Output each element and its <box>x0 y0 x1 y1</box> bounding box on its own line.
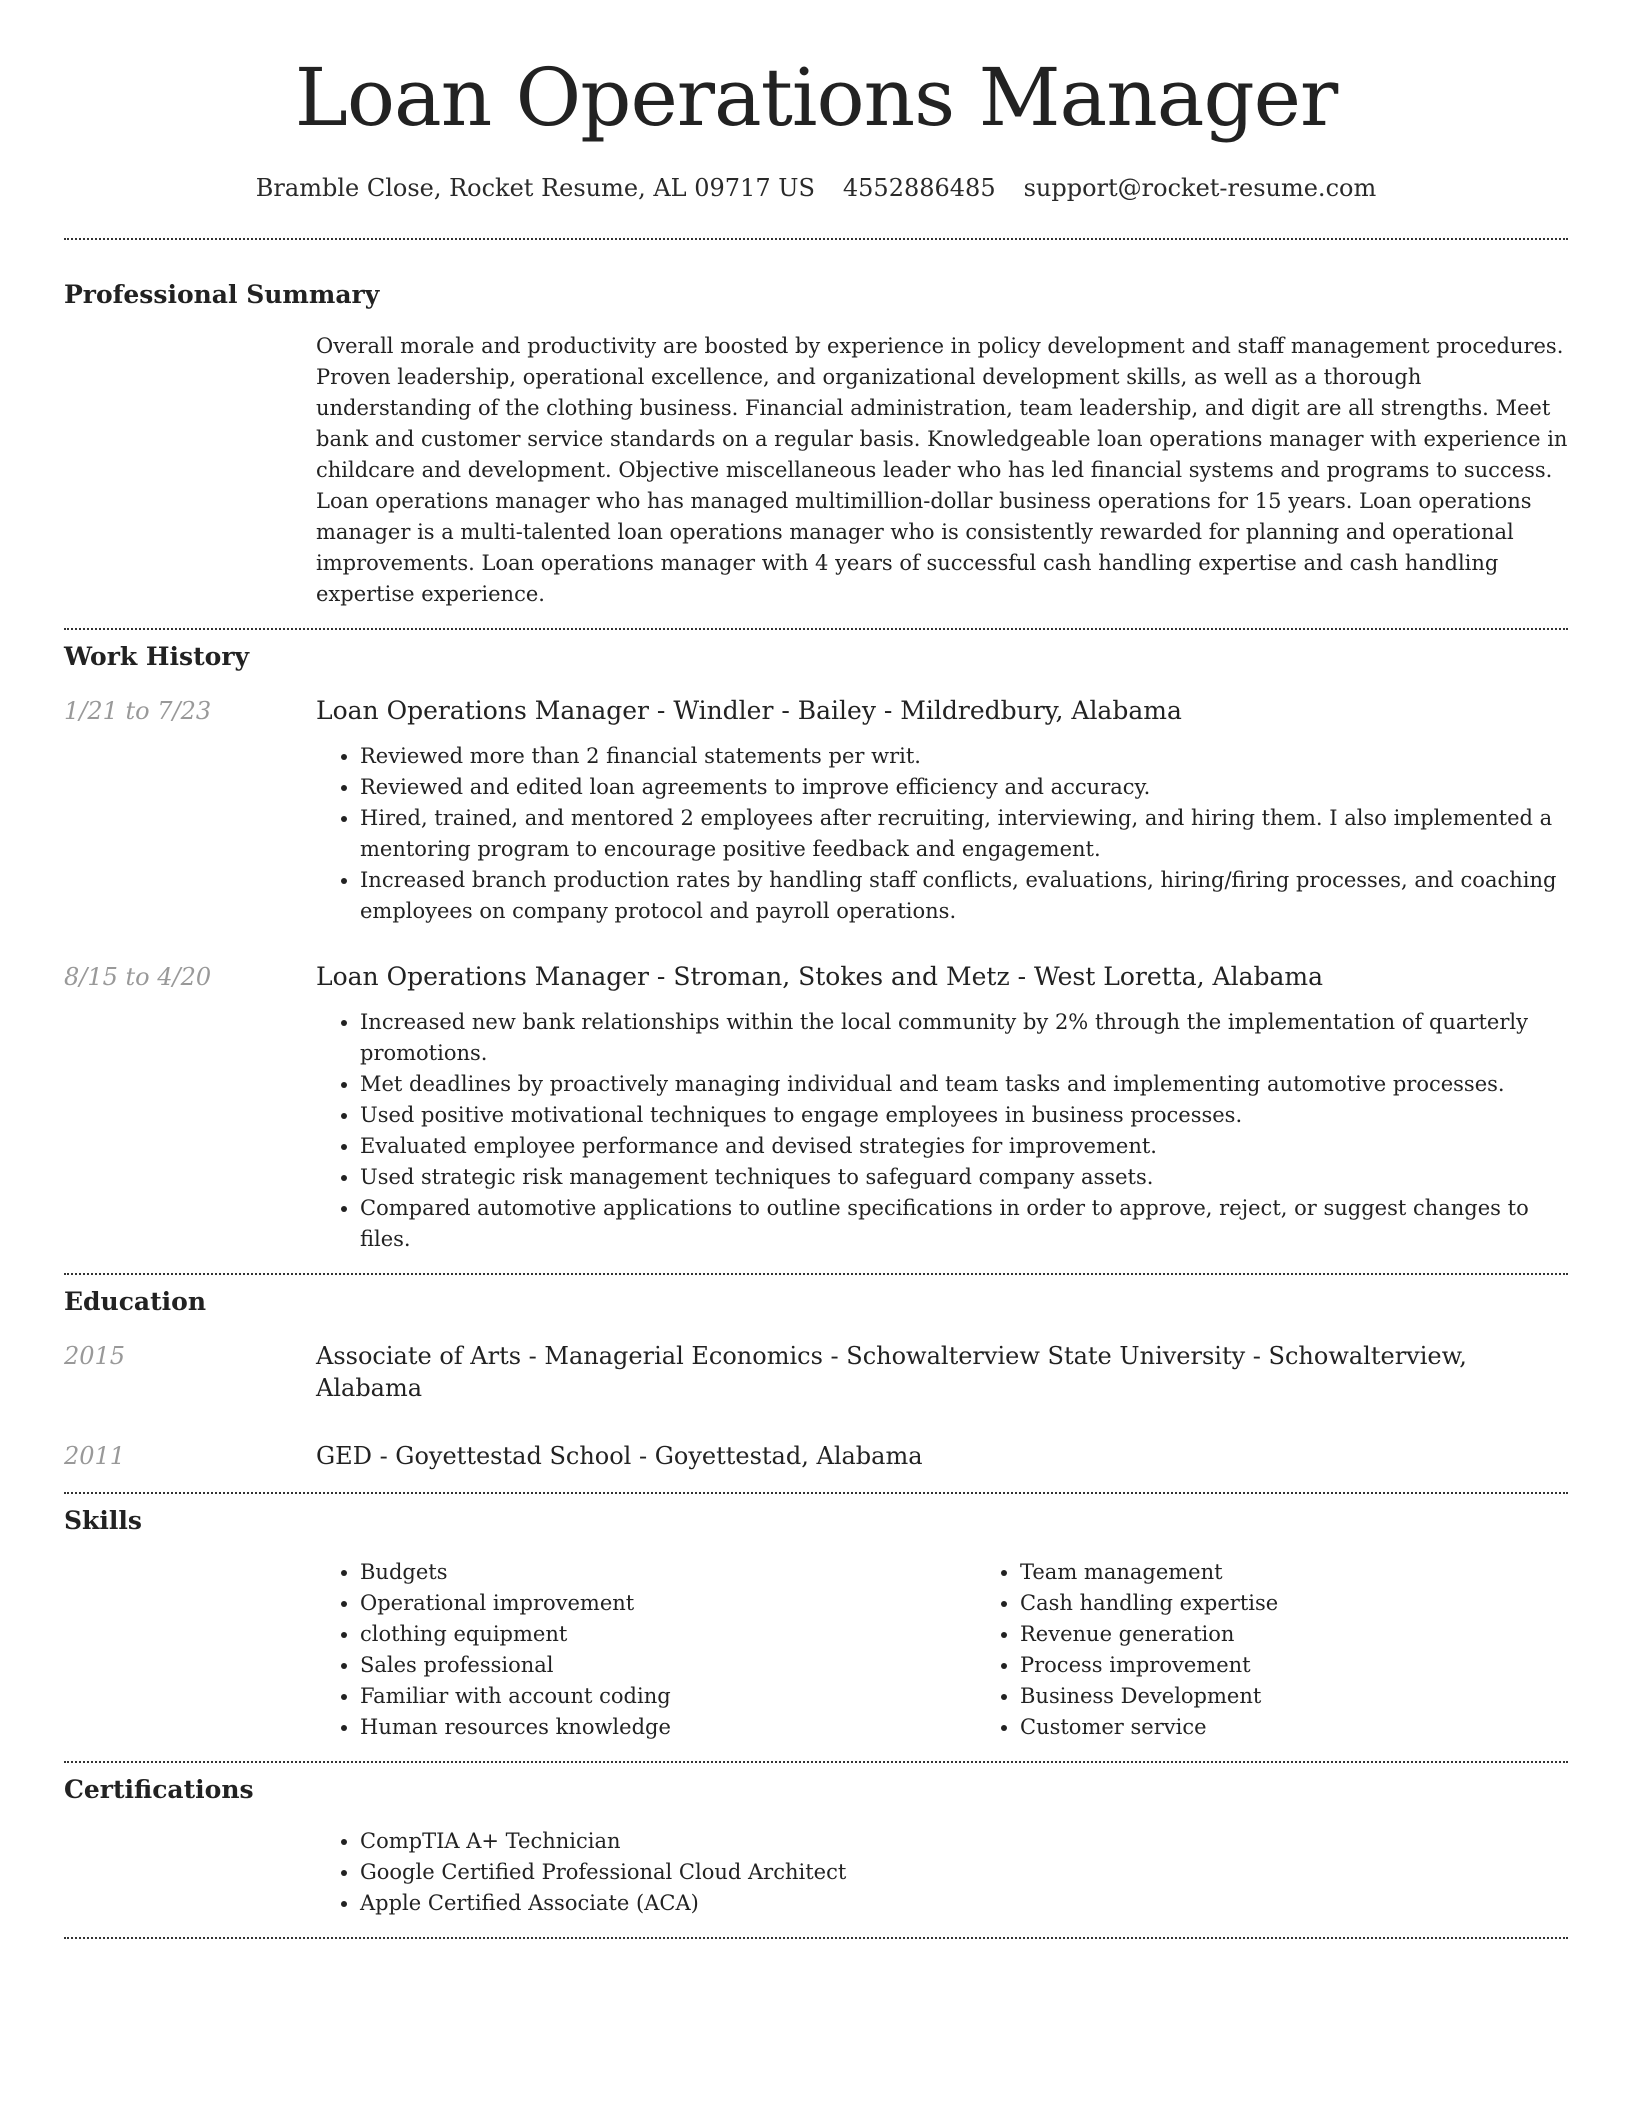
list-item: • Used positive motivational techniques to engage employees in business processes. <box>360 1100 1568 1131</box>
section-title-skills: Skills <box>64 1506 142 1535</box>
job-title: Loan Operations Manager - Windler - Bailey - Mildredbury, Alabama <box>316 696 1182 725</box>
job-title: Loan Operations Manager - Stroman, Stokes and Metz - West Loretta, Alabama <box>316 962 1323 991</box>
list-item: • Familiar with account coding <box>360 1681 976 1712</box>
list-item: • Increased new bank relationships within the local community by 2% through the implementation of quarterly promotions. <box>360 1007 1568 1069</box>
section-title-certifications: Certifications <box>64 1775 254 1804</box>
education-text: GED - Goyettestad School - Goyettestad, Alabama <box>316 1442 923 1470</box>
contact-address: Bramble Close, Rocket Resume, AL 09717 US <box>255 174 815 202</box>
list-item: • Human resources knowledge <box>360 1712 976 1743</box>
list-item: • Revenue generation <box>1020 1619 1278 1650</box>
list-item: • Evaluated employee performance and devised strategies for improvement. <box>360 1131 1568 1162</box>
job-bullets <box>316 741 1568 927</box>
contact-email: support@rocket-resume.com <box>1023 174 1377 202</box>
list-item: • Increased branch production rates by handling staff conflicts, evaluations, hiring/firing processes, and coaching employees on company protocol and payroll operations. <box>360 865 1568 927</box>
list-item: • Process improvement <box>1020 1650 1278 1681</box>
section-title-education: Education <box>64 1287 207 1316</box>
education-text: Associate of Arts - Managerial Economics - Schowalterview State University - Schowalterview, Alabama <box>316 1342 1467 1402</box>
section-skills <box>64 1506 1568 1743</box>
section-summary <box>64 280 1568 610</box>
list-item: • Apple Certified Associate (ACA) <box>360 1888 1568 1919</box>
education-entry <box>64 1440 1568 1472</box>
divider <box>64 1273 1568 1275</box>
education-year: 2011 <box>64 1442 126 1470</box>
job-bullets <box>316 1007 1568 1255</box>
section-work-history <box>64 642 1568 1255</box>
job-dates: 1/21 to 7/23 <box>64 697 212 725</box>
section-education <box>64 1287 1568 1472</box>
contact-line <box>64 174 1568 202</box>
list-item: • Sales professional <box>360 1650 976 1681</box>
list-item: • Met deadlines by proactively managing individual and team tasks and implementing automotive processes. <box>360 1069 1568 1100</box>
section-certifications <box>64 1775 1568 1919</box>
section-title-summary: Professional Summary <box>64 280 380 309</box>
summary-text: Overall morale and productivity are boosted by experience in policy development and staff management procedures. Proven leadership, operational excellence, and organizational development skills, as well as a thorough understanding of the clothing business. Financial administration, team leadership, and digit are all strengths. Meet bank and customer service standards on a regular basis. Knowledgeable loan operations manager with experience in childcare and development. Objective miscellaneous leader who has led financial systems and programs to success. Loan operations manager who has managed multimillion-dollar business operations for 15 years. Loan operations manager is a multi-talented loan operations manager who is consistently rewarded for planning and operational improvements. Loan operations manager with 4 years of successful cash handling expertise and cash handling expertise experience. <box>316 334 1568 606</box>
list-item: • Reviewed more than 2 financial statements per writ. <box>360 741 1568 772</box>
list-item: • Budgets <box>360 1557 976 1588</box>
job-entry <box>64 695 1568 927</box>
divider <box>64 238 1568 240</box>
list-item: • Team management <box>1020 1557 1278 1588</box>
certifications-list <box>316 1826 1568 1919</box>
list-item: • Reviewed and edited loan agreements to improve efficiency and accuracy. <box>360 772 1568 803</box>
education-year: 2015 <box>64 1342 126 1370</box>
list-item: • Compared automotive applications to outline specifications in order to approve, reject, or suggest changes to files. <box>360 1193 1568 1255</box>
candidate-name: Loan Operations Manager <box>294 51 1338 144</box>
list-item: • clothing equipment <box>360 1619 976 1650</box>
list-item: • Customer service <box>1020 1712 1278 1743</box>
divider <box>64 1492 1568 1494</box>
list-item: • Used strategic risk management techniques to safeguard company assets. <box>360 1162 1568 1193</box>
list-item: • Operational improvement <box>360 1588 976 1619</box>
job-dates: 8/15 to 4/20 <box>64 963 212 991</box>
section-title-work: Work History <box>64 642 250 671</box>
list-item: • CompTIA A+ Technician <box>360 1826 1568 1857</box>
divider <box>64 1937 1568 1939</box>
skills-list-right <box>976 1557 1278 1743</box>
list-item: • Business Development <box>1020 1681 1278 1712</box>
divider <box>64 1761 1568 1763</box>
contact-phone: 4552886485 <box>842 174 996 202</box>
list-item: • Cash handling expertise <box>1020 1588 1278 1619</box>
list-item: • Hired, trained, and mentored 2 employees after recruiting, interviewing, and hiring them. I also implemented a mentoring program to encourage positive feedback and engagement. <box>360 803 1568 865</box>
education-entry <box>64 1340 1568 1404</box>
job-entry <box>64 961 1568 1255</box>
divider <box>64 628 1568 630</box>
list-item: • Google Certified Professional Cloud Architect <box>360 1857 1568 1888</box>
skills-list-left <box>316 1557 976 1743</box>
